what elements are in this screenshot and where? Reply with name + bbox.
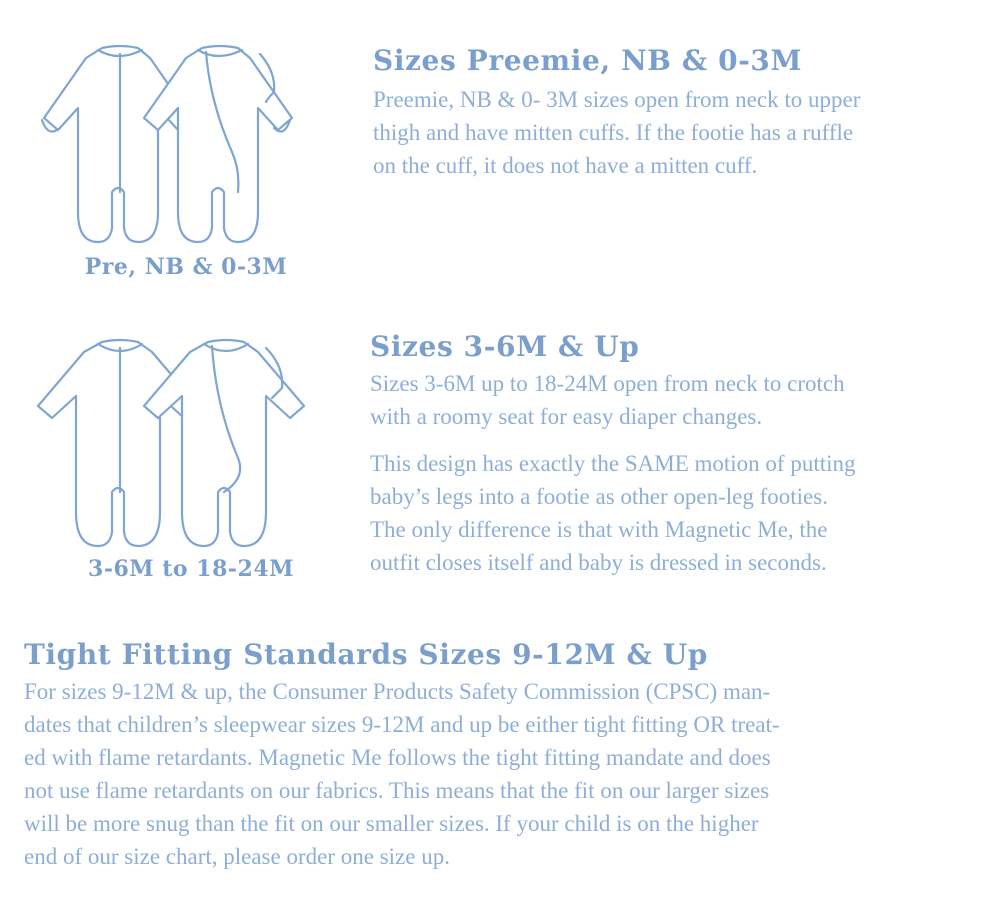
3-6m-section xyxy=(370,330,856,579)
3-6m-line: Sizes 3-6M up to 18-24M open from neck to crotch xyxy=(370,371,845,396)
tight-fitting-line: For sizes 9-12M & up, the Consumer Products Safety Commission (CPSC) man- xyxy=(24,679,771,704)
preemie-caption: Pre, NB & 0-3M xyxy=(84,254,288,280)
footie-pair-icon xyxy=(38,42,338,254)
footie-illustration-preemie xyxy=(38,42,338,254)
tight-fitting-line: dates that children’s sleepwear sizes 9-12M and up be either tight fitting OR treat- xyxy=(24,712,780,737)
3-6m-line: with a roomy seat for easy diaper changes. xyxy=(370,404,763,429)
tight-fitting-line: will be more snug than the fit on our smaller sizes. If your child is on the higher xyxy=(24,811,759,836)
tight-fitting-section xyxy=(24,638,780,873)
3-6m-caption: 3-6M to 18-24M xyxy=(88,556,294,582)
3-6m-line: This design has exactly the SAME motion of putting xyxy=(370,451,856,476)
tight-fitting-line: end of our size chart, please order one size up. xyxy=(24,844,450,869)
3-6m-line: baby’s legs into a footie as other open-leg footies. xyxy=(370,484,828,509)
preemie-heading: Sizes Preemie, NB & 0-3M xyxy=(373,44,803,77)
tight-fitting-heading: Tight Fitting Standards Sizes 9-12M & Up xyxy=(24,638,708,671)
preemie-line: on the cuff, it does not have a mitten cuff. xyxy=(373,153,758,178)
tight-fitting-line: not use flame retardants on our fabrics. This means that the fit on our larger sizes xyxy=(24,778,770,803)
preemie-section xyxy=(373,44,860,182)
footie-pair-icon xyxy=(34,336,344,556)
3-6m-line: The only difference is that with Magnetic Me, the xyxy=(370,517,828,542)
3-6m-line: outfit closes itself and baby is dressed in seconds. xyxy=(370,550,827,575)
tight-fitting-line: ed with flame retardants. Magnetic Me follows the tight fitting mandate and does xyxy=(24,745,771,770)
preemie-line: thigh and have mitten cuffs. If the footie has a ruffle xyxy=(373,120,854,145)
preemie-line: Preemie, NB & 0- 3M sizes open from neck to upper xyxy=(373,87,861,112)
3-6m-heading: Sizes 3-6M & Up xyxy=(370,330,640,363)
footie-illustration-3-6m xyxy=(34,336,344,556)
